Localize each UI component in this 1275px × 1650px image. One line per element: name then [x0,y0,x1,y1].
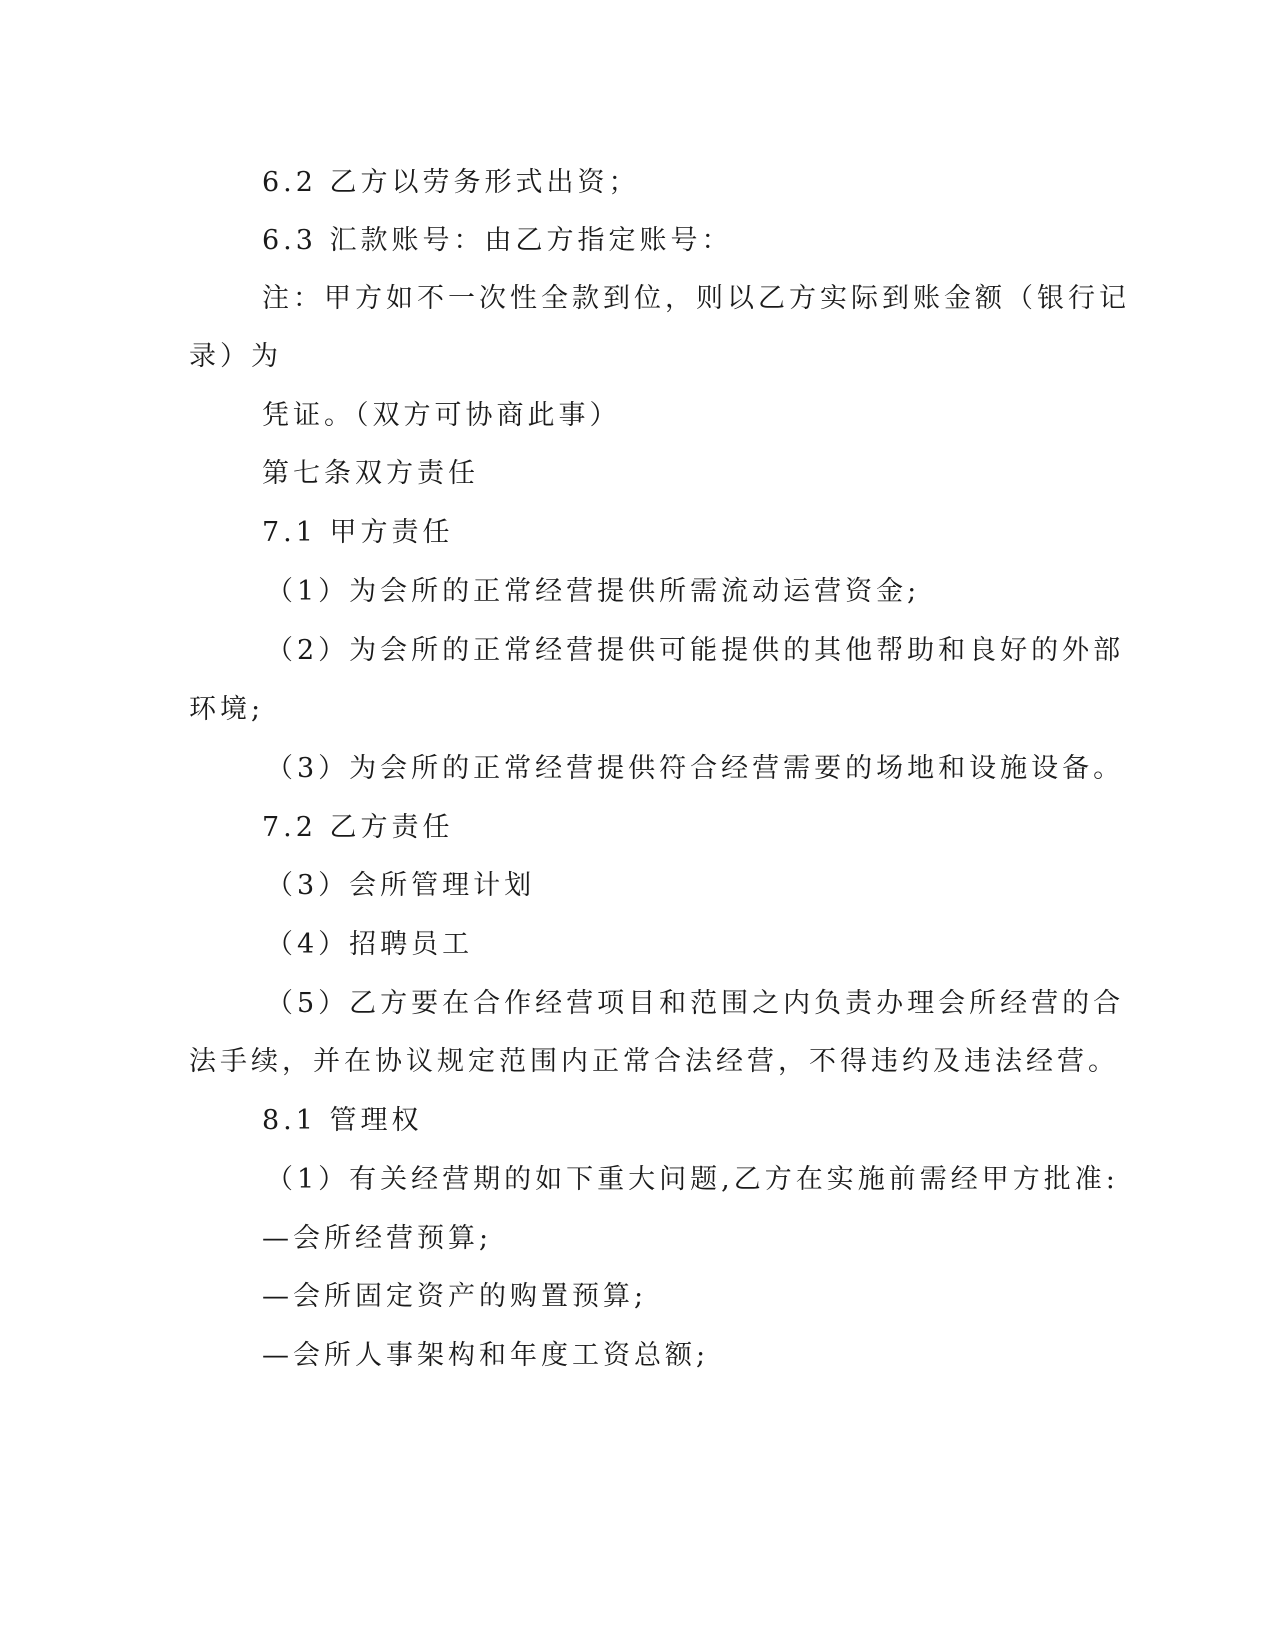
management-item-1: （1）有关经营期的如下重大问题,乙方在实施前需经甲方批准: [266,1164,1119,1195]
clause-6-2: 6.2 乙方以劳务形式出资； [262,167,640,198]
party-b-item-4: （4）招聘员工 [266,929,474,960]
clause-7-1-heading: 7.1 甲方责任 [262,517,454,548]
party-a-item-1: （1）为会所的正常经营提供所需流动运营资金; [266,576,921,607]
article-7-heading: 第七条双方责任 [262,458,479,489]
clause-6-3: 6.3 汇款账号：由乙方指定账号： [262,225,733,256]
party-b-item-5: （5）乙方要在合作经营项目和范围之内负责办理会所经营的合 [266,988,1125,1019]
clause-8-1-heading: 8.1 管理权 [262,1105,423,1136]
party-a-item-2: （2）为会所的正常经营提供可能提供的其他帮助和良好的外部 [266,635,1125,666]
party-b-item-3: （3）会所管理计划 [266,870,536,901]
bullet-fixed-asset-budget: —会所固定资产的购置预算; [262,1281,648,1312]
bullet-operating-budget: —会所经营预算; [262,1223,493,1254]
note-line-1: 注：甲方如不一次性全款到位，则以乙方实际到账金额（银行记 [262,283,1130,314]
bullet-personnel-wages: —会所人事架构和年度工资总额; [262,1340,710,1371]
party-a-item-2-continued: 环境; [189,694,265,725]
note-line-3: 凭证。（双方可协商此事） [262,400,621,431]
party-b-item-5-continued: 法手续，并在协议规定范围内正常合法经营，不得违约及违法经营。 [189,1046,1119,1077]
note-line-2: 录）为 [189,341,282,372]
clause-7-2-heading: 7.2 乙方责任 [262,812,454,843]
party-a-item-3: （3）为会所的正常经营提供符合经营需要的场地和设施设备。 [266,753,1125,784]
